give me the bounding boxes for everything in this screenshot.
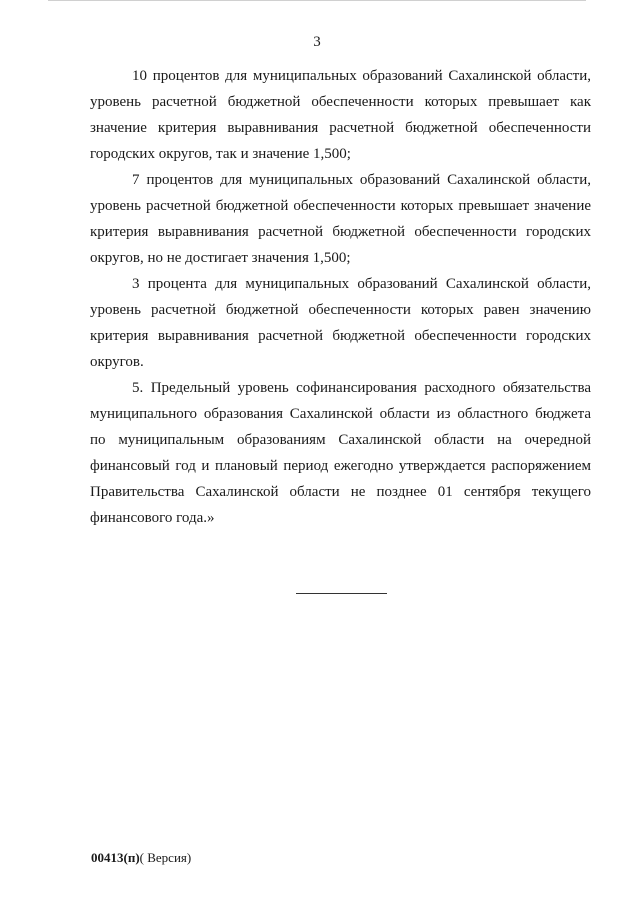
footer-version: ( Версия)	[139, 850, 192, 865]
paragraph-7-percent: 7 процентов для муниципальных образований Сахалинской области, уровень расчетной бюджетной обеспеченности которых превышает значение критерия выравнивания расчетной бюджетной обеспеченности городских округов, но не достигает значения 1,500;	[90, 172, 591, 266]
scan-top-edge-line	[48, 0, 586, 1]
page-number: 3	[313, 34, 321, 50]
footer-code: 00413(п)	[91, 850, 140, 865]
document-body	[90, 63, 591, 531]
footer-document-code	[91, 850, 191, 866]
paragraph-10-percent: 10 процентов для муниципальных образований Сахалинской области, уровень расчетной бюджетной обеспеченности которых превышает как значение критерия выравнивания расчетной бюджетной обеспеченности городских округов, так и значение 1,500;	[90, 68, 591, 162]
paragraph-item-5: 5. Предельный уровень софинансирования расходного обязательства муниципального образования Сахалинской области из областного бюджета по муниципальным образованиям Сахалинской области на очередной финансовый год и плановый период ежегодно утверждается распоряжением Правительства Сахалинской области не позднее 01 сентября текущего финансового года.»	[90, 380, 591, 526]
paragraph-3-percent: 3 процента для муниципальных образований Сахалинской области, уровень расчетной бюджетной обеспеченности которых равен значению критерия выравнивания расчетной бюджетной обеспеченности городских округов.	[90, 276, 591, 370]
end-separator-line	[296, 593, 387, 594]
